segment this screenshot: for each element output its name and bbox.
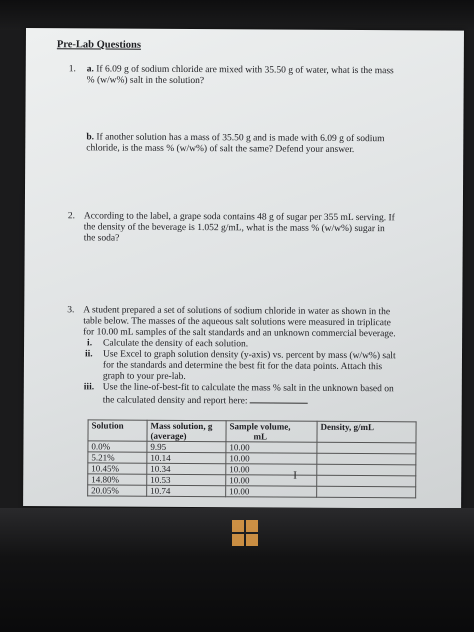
cell-solution: 0.0% — [88, 441, 147, 452]
cell-density[interactable] — [317, 464, 416, 476]
question-3-ii-line-2: for the standards and determine the best fit for the data points. Attach this — [102, 360, 383, 373]
question-2-number: 2. — [67, 211, 76, 222]
cell-solution: 20.05% — [88, 485, 147, 496]
worksheet-page — [23, 28, 464, 509]
cell-mass: 10.34 — [147, 463, 226, 474]
table-header-row — [88, 420, 416, 443]
header-mass — [147, 420, 226, 441]
question-3-iii — [84, 382, 94, 393]
question-3-ii-body — [103, 349, 396, 384]
question-3-line-2: table below. The masses of the aqueous salt solutions were measured in triplicate — [83, 316, 391, 329]
solution-data-table — [87, 419, 416, 498]
cell-volume: 10.00 — [226, 442, 317, 454]
table-row — [88, 485, 416, 498]
question-1b — [86, 132, 384, 156]
question-3-i — [87, 338, 249, 350]
question-3-iii-body — [103, 382, 394, 408]
question-1b-label: b. — [86, 132, 95, 143]
question-2-line-1: According to the label, a grape soda contains 48 g of sugar per 355 mL serving. If — [83, 211, 395, 224]
cell-solution: 10.45% — [88, 463, 147, 474]
cell-volume: 10.00 — [226, 464, 317, 476]
page-heading: Pre-Lab Questions — [56, 39, 142, 51]
question-2-line-2: the density of the beverage is 1.052 g/mL, what is the mass % (w/w%) sugar in — [83, 222, 385, 235]
answer-blank[interactable] — [250, 394, 308, 403]
question-3-ii-label: ii. — [84, 349, 93, 360]
header-solution: Solution — [88, 420, 147, 441]
header-volume — [226, 421, 317, 443]
question-1-number: 1. — [68, 64, 76, 75]
cell-density[interactable] — [317, 442, 416, 454]
header-volume-line-2: mL — [253, 431, 268, 442]
question-3-ii — [85, 349, 93, 360]
cell-mass: 10.14 — [147, 452, 226, 463]
question-3 — [83, 305, 396, 340]
cell-mass: 9.95 — [147, 441, 226, 452]
header-mass-line-1: Mass solution, g — [150, 420, 213, 432]
cell-density[interactable] — [317, 475, 416, 487]
question-3-i-text: Calculate the density of each solution. — [103, 338, 249, 350]
question-1b-line-1: If another solution has a mass of 35.50 g and is made with 6.09 g of sodium — [96, 132, 385, 145]
question-3-i-label: i. — [87, 338, 93, 349]
question-3-ii-line-1: Use Excel to graph solution density (y-axis) vs. percent by mass (w/w%) salt — [102, 349, 396, 362]
cell-volume: 10.00 — [226, 486, 317, 498]
cell-density[interactable] — [317, 453, 416, 465]
cell-volume: 10.00 — [226, 475, 317, 487]
header-mass-line-2: (average) — [150, 430, 187, 441]
question-1a-line-2: % (w/w%) salt in the solution? — [86, 75, 205, 87]
question-3-line-1: A student prepared a set of solutions of sodium chloride in water as shown in the — [83, 305, 391, 318]
screen-bezel-top — [0, 0, 474, 30]
question-3-ii-line-3: graph to your pre-lab. — [102, 371, 186, 382]
text-cursor-icon: I — [293, 469, 297, 482]
question-3-iii-line-1: Use the line-of-best-fit to calculate the mass % salt in the unknown based on — [102, 382, 394, 395]
question-1a-label: a. — [86, 64, 94, 75]
cell-mass: 10.74 — [147, 485, 226, 496]
windows-logo-icon[interactable] — [232, 520, 258, 546]
cell-mass: 10.53 — [147, 474, 226, 485]
header-density: Density, g/mL — [317, 421, 416, 443]
question-3-iii-line-2: the calculated density and report here: — [102, 395, 248, 407]
question-2 — [84, 211, 395, 246]
question-3-number: 3. — [67, 305, 75, 316]
cell-density[interactable] — [317, 486, 416, 498]
question-3-iii-label: iii. — [83, 382, 95, 393]
cell-solution: 14.80% — [88, 474, 147, 485]
cell-volume: 10.00 — [226, 453, 317, 465]
question-1a — [87, 64, 394, 88]
header-volume-line-1: Sample volume, — [229, 421, 291, 432]
question-3-line-3: for 10.00 mL samples of the salt standards and an unknown commercial beverage. — [83, 327, 396, 340]
question-2-line-3: the soda? — [83, 233, 120, 244]
cell-solution: 5.21% — [88, 452, 147, 463]
question-1b-line-2: chloride, is the mass % (w/w%) of salt the same? Defend your answer. — [86, 143, 355, 156]
question-1a-line-1: If 6.09 g of sodium chloride are mixed with 35.50 g of water, what is the mass — [96, 64, 394, 77]
